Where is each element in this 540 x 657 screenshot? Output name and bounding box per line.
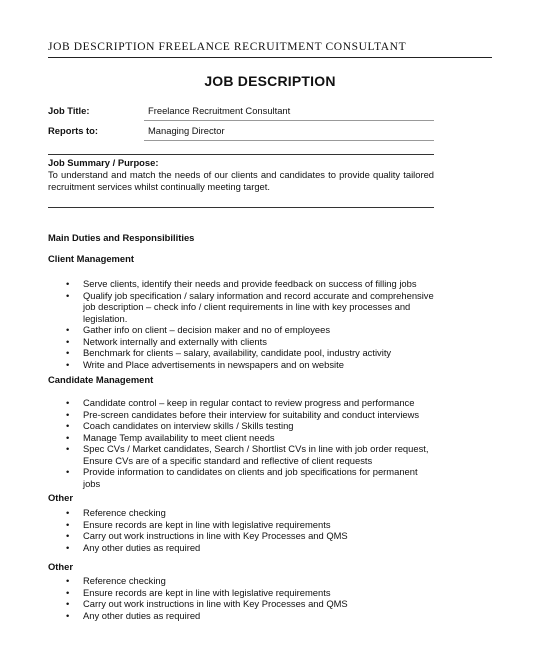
list-item bbox=[66, 432, 434, 444]
list-item bbox=[66, 420, 434, 432]
list-item bbox=[66, 278, 434, 290]
list-item-text: Ensure records are kept in line with legislative requirements bbox=[83, 586, 331, 598]
list-item-text: Qualify job specification / salary information and record accurate and comprehensive job description – check info / client requirements in line with key processes and legislation. bbox=[83, 289, 434, 324]
list-item bbox=[66, 507, 434, 519]
list-item-text: Any other duties as required bbox=[83, 609, 201, 621]
list-item bbox=[66, 336, 434, 348]
list-item bbox=[66, 519, 434, 531]
bullet-icon: • bbox=[66, 278, 70, 289]
list-item-text: Pre-screen candidates before their interview for suitability and conduct interviews bbox=[83, 408, 420, 420]
bullet-icon: • bbox=[66, 466, 70, 477]
list-item bbox=[66, 324, 434, 336]
client-management-heading: Client Management bbox=[48, 253, 134, 264]
list-item-text: Serve clients, identify their needs and provide feedback on success of filling jobs bbox=[83, 278, 417, 289]
bullet-icon: • bbox=[66, 408, 70, 420]
bullet-icon: • bbox=[66, 518, 70, 530]
other-list-second bbox=[66, 575, 434, 621]
summary-bottom-divider bbox=[48, 207, 434, 208]
reports-to-value: Managing Director bbox=[148, 125, 225, 136]
bullet-icon: • bbox=[66, 598, 70, 609]
list-item bbox=[66, 347, 434, 359]
other-heading-second: Other bbox=[48, 561, 74, 572]
other-list bbox=[66, 507, 434, 553]
candidate-management-heading: Candidate Management bbox=[48, 374, 154, 385]
bullet-icon: • bbox=[66, 575, 70, 586]
list-item-text: Carry out work instructions in line with Key Processes and QMS bbox=[83, 530, 348, 541]
list-item bbox=[66, 575, 434, 587]
list-item-text: Provide information to candidates on clients and job specifications for permanent jobs bbox=[83, 466, 418, 489]
list-item-text: Reference checking bbox=[83, 575, 166, 586]
job-title-label: Job Title: bbox=[48, 105, 90, 116]
list-item bbox=[66, 610, 434, 622]
list-item-text: Spec CVs / Market candidates, Search / Shortlist CVs in line with job order request, Ensure CVs are of a specific standard and reflective of client requests bbox=[83, 443, 429, 466]
list-item bbox=[66, 290, 434, 325]
list-item bbox=[66, 359, 434, 371]
list-item-text: Write and Place advertisements in newspapers and on website bbox=[83, 358, 344, 370]
list-item-text: Benchmark for clients – salary, availability, candidate pool, industry activity bbox=[83, 347, 392, 358]
list-item bbox=[66, 542, 434, 554]
document-header: JOB DESCRIPTION FREELANCE RECRUITMENT CONSULTANT bbox=[48, 41, 407, 53]
list-item bbox=[66, 409, 434, 421]
bullet-icon: • bbox=[66, 507, 70, 518]
list-item-text: Any other duties as required bbox=[83, 541, 201, 553]
list-item bbox=[66, 598, 434, 610]
list-item-text: Manage Temp availability to meet client needs bbox=[83, 431, 275, 443]
job-title-underline bbox=[144, 120, 434, 121]
bullet-icon: • bbox=[66, 541, 70, 553]
summary-text: To understand and match the needs of our clients and candidates to provide quality tailored recruitment services whilst continually meeting target. bbox=[48, 169, 434, 192]
list-item-text: Candidate control – keep in regular contact to review progress and performance bbox=[83, 397, 415, 408]
header-divider bbox=[48, 57, 492, 58]
reports-to-label: Reports to: bbox=[48, 125, 98, 136]
job-title-value: Freelance Recruitment Consultant bbox=[148, 105, 291, 116]
summary-top-divider bbox=[48, 154, 434, 155]
list-item bbox=[66, 443, 434, 466]
bullet-icon: • bbox=[66, 347, 70, 358]
reports-to-underline bbox=[144, 140, 434, 141]
summary-heading: Job Summary / Purpose: bbox=[48, 157, 159, 168]
bullet-icon: • bbox=[66, 609, 70, 621]
bullet-icon: • bbox=[66, 397, 70, 408]
bullet-icon: • bbox=[66, 420, 70, 431]
list-item-text: Reference checking bbox=[83, 507, 166, 518]
bullet-icon: • bbox=[66, 324, 70, 335]
candidate-management-list bbox=[66, 397, 434, 489]
bullet-icon: • bbox=[66, 358, 70, 370]
list-item bbox=[66, 587, 434, 599]
list-item-text: Carry out work instructions in line with Key Processes and QMS bbox=[83, 598, 348, 609]
list-item-text: Gather info on client – decision maker and no of employees bbox=[83, 324, 331, 335]
bullet-icon: • bbox=[66, 530, 70, 541]
list-item-text: Ensure records are kept in line with legislative requirements bbox=[83, 518, 331, 530]
client-management-list bbox=[66, 278, 434, 370]
bullet-icon: • bbox=[66, 586, 70, 598]
bullet-icon: • bbox=[66, 335, 70, 347]
bullet-icon: • bbox=[66, 443, 70, 454]
list-item-text: Network internally and externally with clients bbox=[83, 335, 267, 347]
bullet-icon: • bbox=[66, 431, 70, 443]
page-title: JOB DESCRIPTION bbox=[204, 73, 336, 89]
other-heading: Other bbox=[48, 492, 74, 503]
list-item bbox=[66, 530, 434, 542]
main-duties-heading: Main Duties and Responsibilities bbox=[48, 232, 195, 243]
list-item-text: Coach candidates on interview skills / Skills testing bbox=[83, 420, 294, 431]
bullet-icon: • bbox=[66, 289, 70, 301]
list-item bbox=[66, 397, 434, 409]
list-item bbox=[66, 466, 434, 489]
